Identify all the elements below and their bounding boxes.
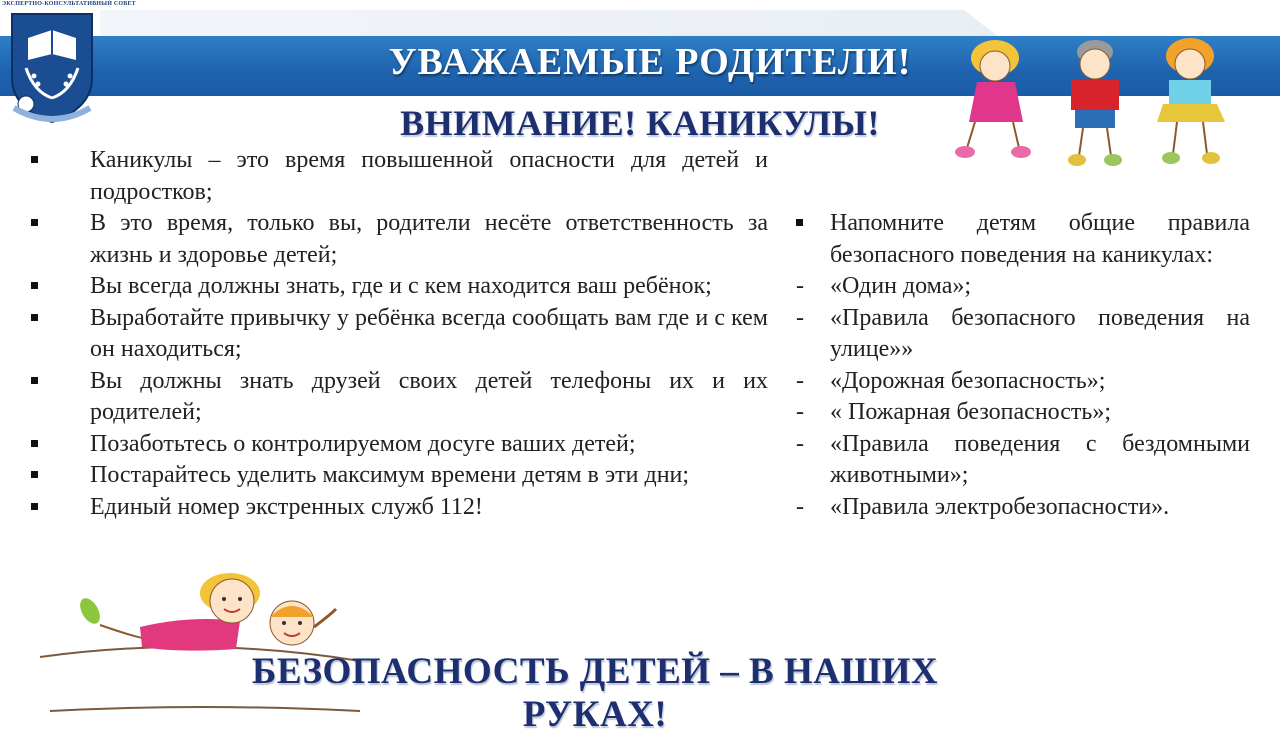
list-item: Постарайтесь уделить максимум времени детям в эти дни;: [28, 460, 768, 492]
header-light-band: [100, 10, 1000, 38]
rules-intro: Напомните детям общие правила безопасного поведения на каникулах:: [790, 208, 1250, 271]
page-subtitle: ВНИМАНИЕ! КАНИКУЛЫ!: [400, 103, 880, 143]
bullet-icon: [31, 471, 38, 478]
list-item: Единый номер экстренных служб 112!: [28, 492, 768, 524]
kids-illustration-top: [935, 30, 1255, 185]
bullet-icon: [31, 156, 38, 163]
list-item: Выработайте привычку у ребёнка всегда сообщать вам где и с кем он находиться;: [28, 303, 768, 366]
list-item: - «Правила электробезопасности».: [796, 493, 1170, 520]
bullet-icon: [31, 503, 38, 510]
list-item: Вы всегда должны знать, где и с кем находится ваш ребёнок;: [28, 271, 768, 303]
list-item: Вы должны знать друзей своих детей телефоны их и их родителей;: [28, 366, 768, 429]
list-item: - «Правила безопасного поведения на улице»»: [796, 304, 1250, 362]
bullet-icon: [31, 219, 38, 226]
bullet-icon: [31, 377, 38, 384]
bullet-icon: [31, 440, 38, 447]
list-item: Позаботьтесь о контролируемом досуге ваших детей;: [28, 429, 768, 461]
emblem-logo: [4, 8, 100, 126]
parent-advice-list: [28, 145, 768, 523]
bullet-icon: [31, 314, 38, 321]
bullet-icon: [796, 219, 803, 226]
bullet-icon: [31, 282, 38, 289]
list-item: Каникулы – это время повышенной опасности для детей и подростков;: [28, 145, 768, 208]
list-item: - « Пожарная безопасность»;: [796, 399, 1112, 425]
safety-rules-block: [790, 208, 1250, 523]
list-item: В это время, только вы, родители несёте ответственность за жизнь и здоровье детей;: [28, 208, 768, 271]
list-item: - «Правила поведения с бездомными животными»;: [796, 430, 1250, 488]
org-name-small: ЭКСПЕРТНО-КОНСУЛЬТАТИВНЫЙ СОВЕТ: [2, 1, 136, 7]
page-title: УВАЖАЕМЫЕ РОДИТЕЛИ!: [388, 41, 912, 83]
list-item: - «Один дома»;: [796, 273, 972, 299]
rules-list: [790, 271, 1250, 523]
slogan: БЕЗОПАСНОСТЬ ДЕТЕЙ – В НАШИХ РУКАХ!: [251, 651, 939, 735]
list-item: - «Дорожная безопасность»;: [796, 367, 1106, 394]
